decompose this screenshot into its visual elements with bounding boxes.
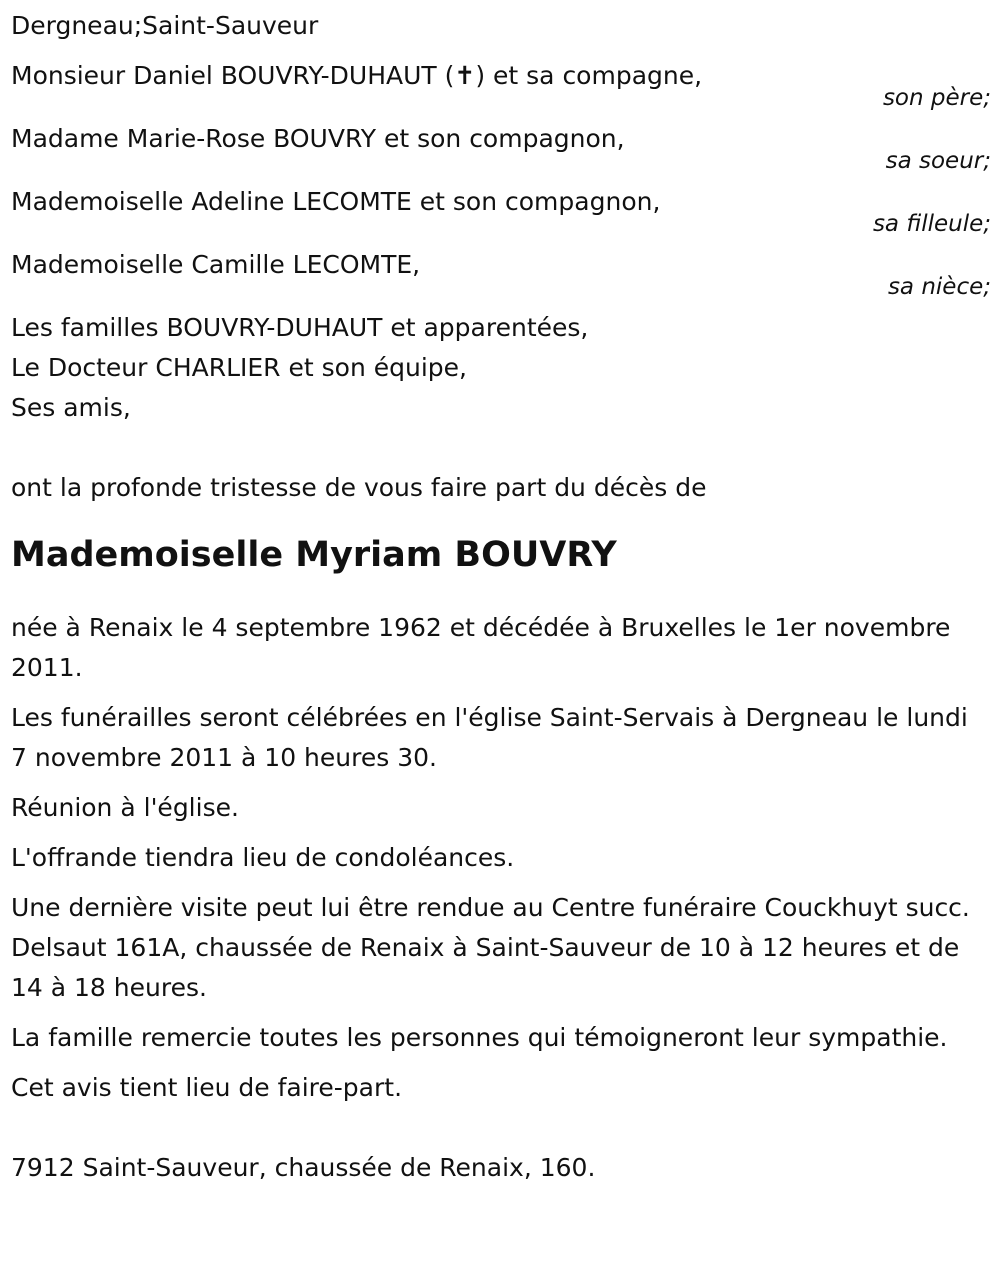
obituary-notice [11, 6, 991, 1188]
family-member-name: Madame Marie-Rose BOUVRY et son compagnon, [11, 124, 625, 153]
other-mourner: Ses amis, [11, 393, 131, 422]
family-entry [11, 119, 991, 182]
family-member-name: Monsieur Daniel BOUVRY-DUHAUT (✝) et sa compagne, [11, 61, 703, 90]
detail-paragraph: La famille remercie toutes les personnes qui témoigneront leur sympathie. [11, 1023, 948, 1052]
family-member-relation: sa soeur; [885, 148, 991, 174]
family-member-relation: sa filleule; [872, 211, 991, 237]
family-entry [11, 56, 991, 119]
detail-paragraph: Réunion à l'église. [11, 793, 239, 822]
detail-paragraph: Les funérailles seront célébrées en l'église Saint-Servais à Dergneau le lundi 7 novembre 2011 à 10 heures 30. [11, 703, 968, 772]
other-mourner: Les familles BOUVRY-DUHAUT et apparentées, [11, 313, 589, 342]
detail-paragraph: Une dernière visite peut lui être rendue au Centre funéraire Couckhuyt succ. Delsaut 161A, chaussée de Renaix à Saint-Sauveur de 10 à 12 heures et de 14 à 18 heures. [11, 893, 970, 1002]
detail-paragraph: L'offrande tiendra lieu de condoléances. [11, 843, 515, 872]
announcement-text: ont la profonde tristesse de vous faire part du décès de [11, 473, 707, 502]
spacer [11, 428, 991, 468]
family-member-name: Mademoiselle Camille LECOMTE, [11, 250, 421, 279]
location-header: Dergneau;Saint-Sauveur [11, 11, 319, 40]
family-entry [11, 182, 991, 245]
address: 7912 Saint-Sauveur, chaussée de Renaix, 160. [11, 1153, 596, 1182]
other-mourner: Le Docteur CHARLIER et son équipe, [11, 353, 467, 382]
family-member-name: Mademoiselle Adeline LECOMTE et son compagnon, [11, 187, 661, 216]
family-member-relation: sa nièce; [887, 274, 991, 300]
deceased-name: Mademoiselle Myriam BOUVRY [11, 535, 617, 575]
detail-paragraph: née à Renaix le 4 septembre 1962 et décédée à Bruxelles le 1er novembre 2011. [11, 613, 951, 682]
spacer [11, 46, 991, 56]
detail-paragraph: Cet avis tient lieu de faire-part. [11, 1073, 403, 1102]
family-entry [11, 245, 991, 308]
family-member-relation: son père; [882, 85, 991, 111]
